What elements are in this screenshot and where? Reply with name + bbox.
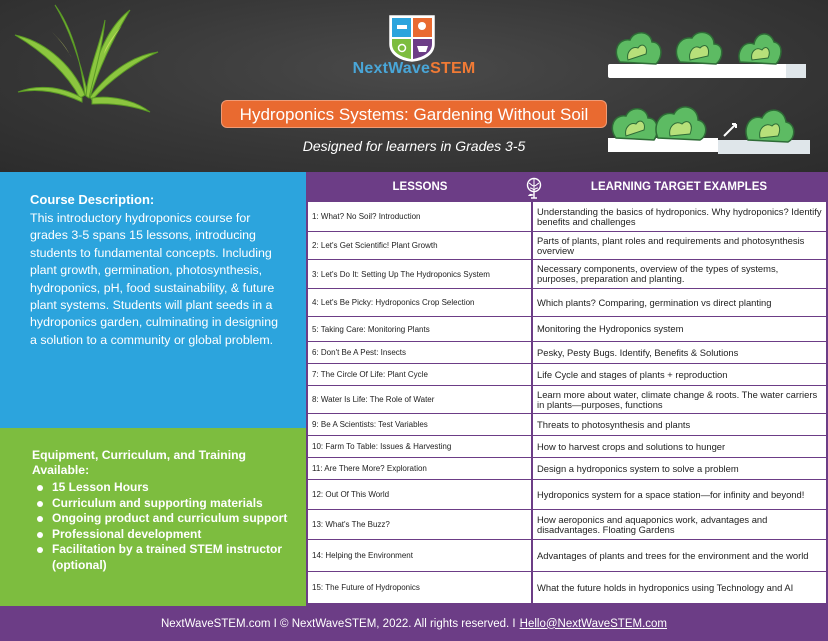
equipment-list bbox=[32, 480, 296, 573]
target-cell: How aeroponics and aquaponics work, advantages and disadvantages. Floating Gardens bbox=[537, 513, 768, 535]
target-cell: Design a hydroponics system to solve a problem bbox=[537, 462, 739, 474]
target-cell: Understanding the basics of hydroponics. Why hydroponics? Identify benefits and challenges bbox=[537, 205, 822, 227]
header-banner bbox=[0, 0, 828, 172]
lesson-cell: 8: Water Is Life: The Role of Water bbox=[308, 386, 533, 413]
table-row bbox=[308, 436, 826, 458]
table-row bbox=[308, 414, 826, 436]
table-row bbox=[308, 480, 826, 510]
sprouting-brain-icon bbox=[523, 176, 545, 200]
target-cell: Pesky, Pesty Bugs. Identify, Benefits & Solutions bbox=[537, 346, 739, 358]
lesson-cell: 9: Be A Scientists: Test Variables bbox=[308, 414, 533, 435]
equipment-item: Ongoing product and curriculum support bbox=[52, 511, 296, 527]
equipment-item: Professional development bbox=[52, 527, 296, 543]
table-row bbox=[308, 317, 826, 342]
lettuce-illustration-top bbox=[606, 22, 810, 84]
lesson-cell: 10: Farm To Table: Issues & Harvesting bbox=[308, 436, 533, 457]
table-row bbox=[308, 458, 826, 480]
targets-column-header: LEARNING TARGET EXAMPLES bbox=[590, 181, 768, 193]
table-row bbox=[308, 202, 826, 232]
lesson-cell: 2: Let's Get Scientific! Plant Growth bbox=[308, 232, 533, 259]
target-cell: Learn more about water, climate change & roots. The water carriers in plants—purposes, functions bbox=[537, 388, 818, 410]
target-cell: Parts of plants, plant roles and requirements and photosynthesis overview bbox=[537, 234, 805, 256]
target-cell: Which plants? Comparing, germination vs direct planting bbox=[537, 296, 772, 308]
lesson-cell: 11: Are There More? Exploration bbox=[308, 458, 533, 479]
brand-prefix: NextWave bbox=[352, 60, 431, 77]
lesson-cell: 3: Let's Do It: Setting Up The Hydroponics System bbox=[308, 260, 533, 288]
footer-email-link[interactable]: Hello@NextWaveSTEM.com bbox=[519, 617, 668, 630]
table-row bbox=[308, 510, 826, 540]
table-row bbox=[308, 289, 826, 317]
table-header bbox=[308, 172, 826, 202]
course-title: Hydroponics Systems: Gardening Without Soil bbox=[221, 100, 607, 128]
target-cell: Life Cycle and stages of plants + reproduction bbox=[537, 368, 728, 380]
target-cell: Advantages of plants and trees for the environment and the world bbox=[537, 549, 809, 561]
grade-subtitle: Designed for learners in Grades 3-5 bbox=[302, 138, 526, 154]
table-row bbox=[308, 572, 826, 603]
target-cell: Monitoring the Hydroponics system bbox=[537, 323, 684, 334]
footer-copyright: NextWaveSTEM.com I © NextWaveSTEM, 2022. All rights reserved. I bbox=[160, 617, 516, 630]
lesson-cell: 14: Helping the Environment bbox=[308, 540, 533, 571]
lesson-cell: 13: What's The Buzz? bbox=[308, 510, 533, 539]
table-body bbox=[308, 202, 826, 603]
lesson-cell: 1: What? No Soil? Introduction bbox=[308, 202, 533, 231]
equipment-heading: Equipment, Curriculum, and Training Available: bbox=[32, 448, 246, 477]
brand-name bbox=[300, 60, 528, 78]
lesson-cell: 6: Don't Be A Pest: Insects bbox=[308, 342, 533, 363]
target-cell: What the future holds in hydroponics using Technology and AI bbox=[537, 581, 794, 593]
target-cell: How to harvest crops and solutions to hunger bbox=[537, 440, 726, 452]
target-cell: Hydroponics system for a space station—for infinity and beyond! bbox=[537, 488, 805, 500]
brand-suffix: STEM bbox=[430, 60, 476, 77]
lesson-cell: 15: The Future of Hydroponics bbox=[308, 572, 533, 603]
footer bbox=[0, 606, 828, 641]
table-row bbox=[308, 386, 826, 414]
plant-illustration bbox=[10, 0, 160, 120]
lessons-column-header: LESSONS bbox=[392, 181, 448, 193]
lesson-cell: 4: Let's Be Picky: Hydroponics Crop Selection bbox=[308, 289, 533, 316]
lessons-table bbox=[306, 172, 828, 606]
lettuce-illustration-bottom bbox=[606, 100, 810, 160]
table-row bbox=[308, 540, 826, 572]
nextwavestem-logo-icon bbox=[388, 14, 436, 62]
course-description-panel bbox=[0, 172, 306, 428]
equipment-item: Curriculum and supporting materials bbox=[52, 496, 296, 512]
equipment-item: Facilitation by a trained STEM instructor (optional) bbox=[52, 542, 296, 573]
equipment-item: 15 Lesson Hours bbox=[52, 480, 296, 496]
target-cell: Threats to photosynthesis and plants bbox=[537, 418, 691, 430]
course-description-heading: Course Description: bbox=[30, 192, 155, 207]
table-row bbox=[308, 232, 826, 260]
equipment-panel bbox=[0, 428, 306, 606]
course-description-body: This introductory hydroponics course for grades 3-5 spans 15 lessons, introducing students to fundamental concepts. Including plant growth, germination, photosynthesis, hydroponics, pH, food sustainability, & future plant systems. Students will plant seeds in a hydroponics garden, culminating in designing a solution to a community or global problem. bbox=[30, 211, 278, 347]
table-row bbox=[308, 342, 826, 364]
table-row bbox=[308, 364, 826, 386]
table-row bbox=[308, 260, 826, 289]
lesson-cell: 7: The Circle Of Life: Plant Cycle bbox=[308, 364, 533, 385]
lesson-cell: 5: Taking Care: Monitoring Plants bbox=[308, 317, 533, 341]
lesson-cell: 12: Out Of This World bbox=[308, 480, 533, 509]
target-cell: Necessary components, overview of the types of systems, purposes, preparation and planting. bbox=[537, 263, 779, 284]
